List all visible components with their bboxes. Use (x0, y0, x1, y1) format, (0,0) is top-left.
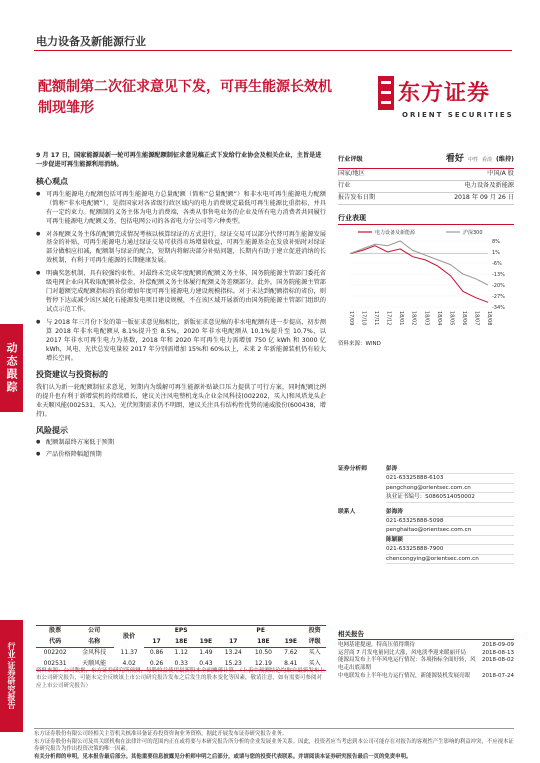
contact-phone: 021-63325888-7900 (386, 545, 514, 554)
related-item-title: 电网基建提速，特高压值得期待 (338, 642, 416, 649)
core-view-bullet: ● 与 2018 年三月份下发的第一版征求意见稿相比，新版征求意见稿的非水电配额有进一步提高，初步测算 2018 年非水电配额从 8.1%提升至 8.5%，2020 年非水电配额从 10.1%提升至 10.7%，以 2017 年非水可再生电力为基数，2018 年和 2020 年可再生电力需增加 750 亿 kWh 和 3000 亿 kWh，风电、光伏总发电量较 2017 年分别需增加 15%和 60%以上，未来 2 年新能源装机仍有较大增长空间。 (36, 319, 326, 364)
risk-item: ● 配额制最终方案低于预期 (36, 439, 326, 448)
rating-label: 行业评级 (338, 156, 363, 163)
x-tick-label: 17/10 (360, 311, 367, 326)
x-tick-label: 17/11 (373, 311, 380, 326)
related-title: 相关报告 (338, 630, 514, 640)
table-cell: 买入 (308, 649, 321, 657)
col-header: 投资 (303, 626, 326, 637)
contact-info (386, 508, 514, 564)
analyst-info (386, 465, 514, 503)
related-item-title: 能源局发布上半年风电运行情况：各项指标全面好转，风电走出底部期 (338, 657, 476, 672)
rating-option: 中性 (467, 157, 478, 163)
logo-mark-icon (378, 76, 394, 110)
contact-email[interactable]: penghaitao@orientsec.com.cn (386, 526, 514, 535)
valuation-note: 资料来源：公司数据，东方证券研究所预测，每股收益使用最新股本全面摊薄计算，（上表中预测结论均取自最新发布上市公司研究报告，可能未完全反映该上市公司研究报告发布之后发生的股本变化等因素，敬请注意，如有需要可参阅对应上市公司研究报告） (36, 668, 325, 689)
y-tick-label: -34% (492, 305, 505, 312)
header-rule (34, 50, 512, 51)
analyst-name: 彭涛 (386, 465, 514, 474)
rating-selected: 看好 (445, 154, 464, 164)
meta-key: 国家/地区 (338, 170, 365, 178)
core-views-title: 核心观点 (36, 176, 68, 186)
table-cell: 002202 (43, 649, 67, 657)
contact-name: 彭海涛 (386, 508, 514, 517)
meta-key: 行业 (338, 182, 351, 190)
x-tick-label: 17/09 (348, 311, 354, 326)
table-cell: 11.37 (120, 649, 138, 657)
related-item-date: 2018-08-02 (482, 657, 514, 664)
report-kind-tab: 动态跟踪 (0, 324, 23, 412)
report-type-tab: 行业·证券研究报告 (0, 620, 23, 732)
rating-option: 看淡 (481, 157, 492, 163)
rating-status: (维持) (495, 156, 514, 163)
contact-block (338, 508, 514, 564)
core-view-bullet: ● 可再生能源电力配额包括可再生能源电力总量配额（简称“总量配额”）和非水电可再生能源电力配额（简称“非水电配额”），是指国家对各省级行政区域内的电力消费规定最低可再生能源比重指标，并具有一定约束力。配额制的义务主体为电力消费端，各类从事售电业务的企业及所有电力消费者共同履行可再生能源电力配额义务，包括电网公司的各省电力分公司等六种类型。 (36, 191, 326, 227)
table-cell: 8.41 (278, 659, 303, 670)
col-header: 评级 (303, 637, 326, 648)
related-item-title: 中电联发布上半年电力运行情况，新能源装机发展亮眼 (338, 672, 471, 679)
report-title: 配额制第二次征求意见下发，可再生能源长效机制现雏形 (38, 79, 332, 116)
x-tick-label: 18/03 (423, 311, 430, 326)
y-tick-label: 8% (492, 239, 500, 246)
y-tick-label: -6% (492, 261, 502, 268)
x-tick-label: 17/12 (385, 311, 392, 326)
x-tick-label: 18/01 (398, 311, 405, 326)
table-cell: 13.24 (224, 649, 242, 657)
industry-label: 电力设备及新能源行业 (36, 35, 146, 48)
meta-row (338, 169, 514, 181)
rating-row (338, 152, 514, 169)
chart-source: 资料来源：WIND (338, 341, 381, 348)
contact-phone: 021-63325888-5098 (386, 517, 514, 526)
col-header: 名称 (74, 637, 114, 648)
contact-role: 联系人 (338, 508, 356, 515)
legend-label: 沪深300 (463, 230, 483, 237)
legend-label: 电力设备及新能源 (375, 230, 416, 237)
y-tick-label: -13% (492, 272, 505, 279)
x-tick-label: 18/02 (410, 311, 417, 326)
analyst-license: 执业证书编号：S0860514050002 (386, 493, 514, 502)
risk-item: ● 产品价格降幅超预期 (36, 451, 326, 460)
table-cell: 0.33 (169, 659, 194, 670)
x-tick-label: 18/04 (435, 311, 442, 326)
meta-value: 电力设备及新能源 (464, 182, 514, 190)
table-cell: 002531 (36, 659, 74, 670)
col-header: EPS (144, 626, 218, 637)
intro-paragraph (36, 152, 326, 170)
analyst-phone: 021-63325888-6103 (386, 474, 514, 483)
y-tick-label: -27% (492, 294, 505, 301)
table-row (36, 648, 326, 659)
meta-row (338, 193, 514, 205)
col-header: 17 (144, 637, 169, 648)
col-header: 公司 (74, 626, 114, 637)
y-tick-label: 1% (492, 250, 500, 257)
col-header: 18E (169, 637, 194, 648)
intro-date: 9 月 17 日， (36, 152, 74, 159)
footer-line: 有关分析师的申明，见本报告最后部分。其他重要信息披露见分析师申明之后部分，或请与您的投资代表联系。并请阅读本证券研究报告最后一页的免责申明。 (34, 753, 412, 760)
company-logo (378, 76, 518, 130)
trend-chart-title: 行业表现 (338, 213, 514, 225)
risk-title: 风险提示 (36, 425, 68, 435)
table-cell: 4.02 (114, 659, 144, 670)
contact-email[interactable]: chencongying@orientsec.com.cn (386, 555, 514, 564)
table-cell: 12.19 (248, 659, 278, 670)
contact-name: 陈颖颖 (386, 536, 514, 545)
analyst-role: 证券分析师 (338, 466, 367, 472)
col-header: 19E (278, 637, 303, 648)
related-item-date: 2018-08-13 (482, 649, 514, 656)
side-column (338, 152, 514, 349)
col-header: 18E (248, 637, 278, 648)
col-header: 股价 (114, 626, 144, 648)
investment-body: 我们认为新一轮配额制征求意见，短期内为缓解可再生能源补贴缺口压力提供了可行方案，同时配额比例的提升也有利于新增装机的持续增长，建议关注风电整机龙头企业金风科技(002202，买入)和风塔龙头企业天顺风能(002531，买入)，光伏短期需求仍不明朗，建议关注具有结构性优势的通威股份(600438，增持)。 (36, 383, 326, 418)
related-item-date: 2018-07-24 (482, 672, 514, 679)
core-view-bullet: ● 明确奖惩机制，具有较强约束性。对最终未完成年度配额的配额义务主体，国务院能源主管部门委托省级电网企业向其收取配额补偿金，补偿配额义务主体履行配额义务差额部分。此外，国务院能源主管部门对超额完成配额指标的省份增加年度可再生能源电力建设规模指标。对于未达到配额指标的省份，则暂停下达或减少该区域化石能源发电项目建设规模，不在该区域开展新的由国务院能源主管部门组织的试点示范工作。 (36, 270, 326, 315)
x-tick-label: 18/05 (448, 311, 455, 326)
intro-body: 国家能源局新一轮可再生能源配额制征求意见稿正式下发给行业协会及相关企业，主旨是进一步促进可再生能源利用消纳。 (36, 152, 322, 168)
col-header: PE (218, 626, 303, 637)
related-item[interactable] (338, 642, 514, 650)
core-view-bullet: ● 对各配额义务主体的配额完成情况考核以核算绿证的方式进行，绿证交易可以部分代替可再生能源发展基金的补贴，可再生能源电力通过绿证交易可获得市场增量收益，可再生能源基金在发放补贴时对绿证部分做相应扣减，配额制与绿证的配合，短期内将解决部分补贴问题，长期内有助于建立促进消纳的长效机制，有利于可再生能源的长期健康发展。 (36, 231, 326, 267)
related-item-title: 运营商 7 月发电量同比大涨，风电淡季迎来暖丽开局 (338, 649, 466, 656)
footer-line: 东方证券股份有限公司经相关主管机关核准具备证券投资咨询业务资格，据此开展发布证券研究报告业务。 (34, 731, 288, 737)
table-cell: 1.49 (199, 649, 213, 657)
table-cell: 金风科技 (82, 649, 107, 657)
analyst-email[interactable]: pengchong@orientsec.com.cn (386, 484, 514, 493)
logo-english-text: ORIENT SECURITIES (402, 111, 514, 119)
meta-key: 报告发布日期 (338, 194, 376, 202)
related-item[interactable] (338, 657, 514, 672)
rating-options (446, 153, 514, 166)
related-item-date: 2018-09-09 (482, 642, 514, 649)
table-cell: 0.26 (144, 659, 169, 670)
table-cell: 买入 (303, 659, 326, 670)
analyst-panel (338, 465, 514, 569)
col-header: 17 (218, 637, 248, 648)
table-cell: 15.23 (218, 659, 248, 670)
meta-row (338, 181, 514, 193)
valuation-table (36, 625, 326, 671)
investment-title: 投资建议与投资标的 (36, 370, 108, 380)
trend-chart-svg (338, 227, 514, 339)
table-header-row (36, 637, 326, 648)
col-header: 股票 (36, 626, 74, 637)
table-header-row (36, 626, 326, 637)
y-tick-label: -20% (492, 283, 505, 290)
col-header: 19E (194, 637, 219, 648)
related-item[interactable] (338, 673, 514, 681)
meta-value: 中国/A 股 (487, 170, 514, 178)
col-header: 代码 (36, 637, 74, 648)
analyst-block (338, 465, 514, 503)
footer-line: 东方证券股份有限公司及其关联机构在法律许可的范围内正在或将要与本研究报告所分析的企业发展业务关系。因此，投资者应当考虑到本公司可能存在对报告的客观性产生影响的利益冲突，不应视本证券研究报告为作出投资决策的唯一因素。 (34, 738, 514, 753)
related-reports (338, 630, 514, 681)
x-tick-label: 18/08 (486, 311, 492, 326)
table-cell: 7.62 (284, 649, 298, 657)
table-cell: 10.50 (254, 649, 272, 657)
logo-chinese-text: 东方证券 (398, 81, 491, 106)
table-cell: 0.86 (149, 649, 164, 657)
disclaimer-footer (34, 728, 514, 761)
table-cell: 天顺风能 (74, 659, 114, 670)
table-cell: 0.43 (194, 659, 219, 670)
x-tick-label: 18/06 (460, 311, 467, 326)
meta-value: 2018 年 09 月 26 日 (454, 194, 514, 202)
trend-chart (338, 227, 514, 339)
main-column (36, 152, 326, 463)
table-cell: 1.12 (174, 649, 188, 657)
x-tick-label: 18/07 (473, 311, 480, 326)
